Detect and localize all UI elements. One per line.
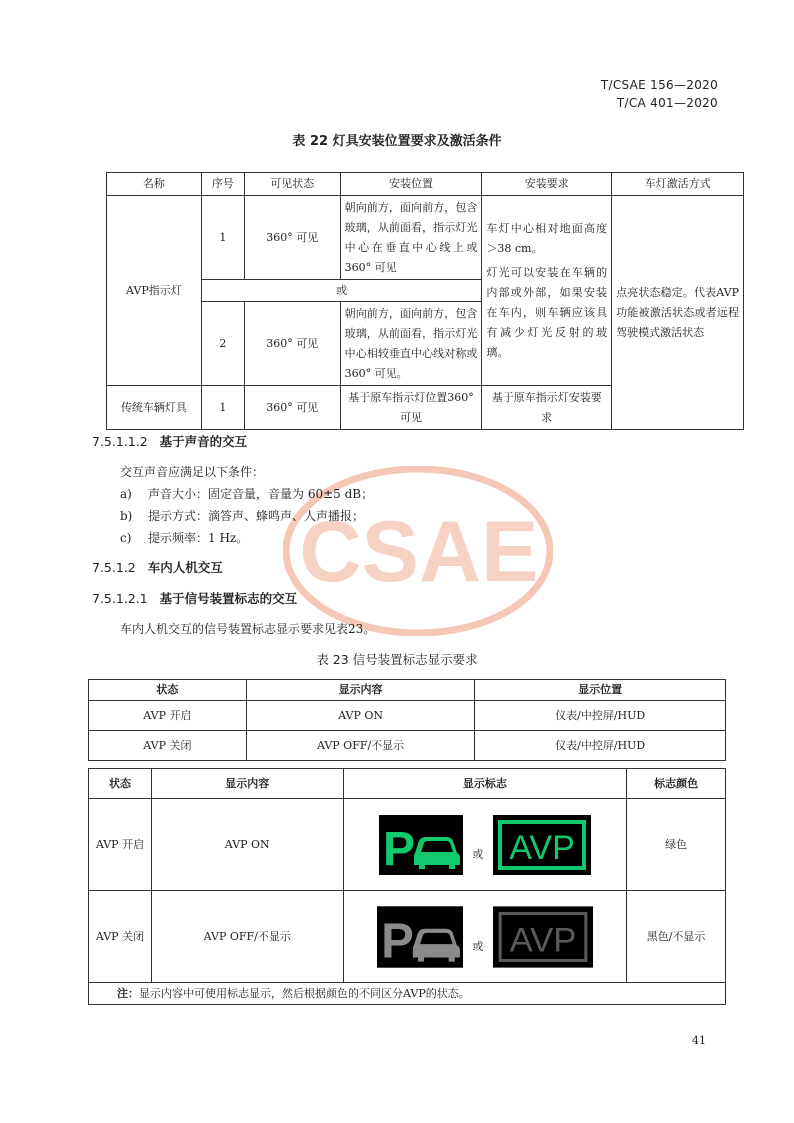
table22-caption: 表 22 灯具安装位置要求及激活条件 — [292, 134, 502, 149]
list-item — [120, 507, 364, 524]
table23-top — [88, 679, 726, 761]
list-item — [120, 485, 373, 502]
location-on: 仪表/中控屏/HUD — [475, 701, 726, 731]
trad-position: 基于原车指示灯位置360° 可见 — [340, 386, 482, 430]
or-label: 或 — [472, 847, 484, 861]
color-off: 黑色/不显示 — [627, 891, 726, 983]
table-row — [89, 983, 726, 1005]
header-state: 状态 — [89, 769, 152, 799]
section-number: 7.5.1.2.1 — [92, 591, 148, 606]
parking-car-icon-gray — [377, 906, 463, 968]
install-requirement — [482, 196, 612, 386]
note-label: 注： — [117, 986, 139, 1000]
table23-reference: 车内人机交互的信号装置标志显示要求见表23。 — [120, 622, 376, 636]
state-off: AVP 关闭 — [89, 731, 247, 761]
p-letter: P — [382, 822, 415, 875]
header-activation: 车灯激活方式 — [612, 173, 744, 196]
list-key: c) — [120, 531, 132, 545]
row1-position: 朝向前方，面向前方，包含玻璃，从前面看，指示灯光中心在垂直中心线上或360° 可见 — [340, 196, 482, 280]
table-row — [89, 731, 726, 761]
table23-header-row — [89, 680, 726, 701]
sound-intro: 交互声音应满足以下条件： — [120, 465, 265, 479]
row2-visible: 360° 可见 — [244, 302, 340, 386]
svg-text:CSAE: CSAE — [299, 504, 539, 600]
table22 — [106, 172, 744, 430]
table-row — [89, 799, 726, 891]
header-requirement: 安装要求 — [482, 173, 612, 196]
standard-number: T/CSAE 156—2020 — [600, 78, 718, 92]
table23-header-row — [89, 769, 726, 799]
list-item — [120, 529, 248, 546]
p-letter: P — [380, 913, 414, 968]
row1-visible: 360° 可见 — [244, 196, 340, 280]
header-position: 安装位置 — [340, 173, 482, 196]
section-heading — [92, 432, 247, 450]
table23-bottom — [88, 768, 726, 1005]
header-name: 名称 — [107, 173, 202, 196]
trad-requirement: 基于原车指示灯安装要求 — [482, 386, 612, 430]
header-symbol: 显示标志 — [343, 769, 627, 799]
table23-note — [89, 983, 726, 1005]
header-visible: 可见状态 — [244, 173, 340, 196]
section-title: 基于声音的交互 — [159, 434, 248, 449]
avp-text-icon-gray — [493, 906, 593, 968]
header-no: 序号 — [201, 173, 244, 196]
symbol-off-cell — [343, 891, 627, 983]
section-number: 7.5.1.1.2 — [92, 434, 148, 449]
header-symbol-color: 标志颜色 — [627, 769, 726, 799]
req-glass: 灯光可以安装在车辆的内部或外部，如果安装在车内，则车辆应该具有减少灯光反射的玻璃。 — [486, 265, 608, 359]
list-text: 提示频率：1 Hz。 — [148, 531, 249, 545]
content-off: AVP OFF/不显示 — [151, 891, 343, 983]
trad-visible: 360° 可见 — [244, 386, 340, 430]
avp-text: AVP — [509, 920, 577, 959]
note-text: 显示内容中可使用标志显示，然后根据颜色的不同区分AVP的状态。 — [139, 986, 470, 1000]
symbol-on-cell — [343, 799, 627, 891]
table-row — [89, 891, 726, 983]
row2-position: 朝向前方，面向前方，包含玻璃，从前面看，指示灯光中心相较垂直中心线对称或360° 可见。 — [340, 302, 482, 386]
req-height: 车灯中心相对地面高度＞38 cm。 — [486, 221, 608, 255]
row2-no: 2 — [201, 302, 244, 386]
section-title: 基于信号装置标志的交互 — [159, 591, 298, 606]
or-label: 或 — [201, 280, 482, 302]
section-number: 7.5.1.2 — [92, 560, 136, 575]
header-state: 状态 — [89, 680, 247, 701]
avp-text-icon-green — [493, 815, 591, 875]
content-off: AVP OFF/不显示 — [246, 731, 475, 761]
table22-header-row — [107, 173, 744, 196]
state-off: AVP 关闭 — [89, 891, 152, 983]
avp-text: AVP — [509, 828, 575, 867]
or-label: 或 — [472, 939, 484, 953]
header-location: 显示位置 — [475, 680, 726, 701]
color-on: 绿色 — [627, 799, 726, 891]
section-heading — [92, 558, 223, 576]
header-content: 显示内容 — [151, 769, 343, 799]
page-number: 41 — [692, 1034, 706, 1047]
header-content: 显示内容 — [246, 680, 475, 701]
state-on: AVP 开启 — [89, 799, 152, 891]
list-key: b) — [120, 509, 133, 523]
activation-mode: 点亮状态稳定。代表AVP功能被激活状态或者远程驾驶模式激活状态 — [612, 196, 744, 430]
table-row — [107, 196, 744, 280]
parking-car-icon-green — [379, 815, 463, 875]
avp-indicator-name: AVP指示灯 — [107, 196, 202, 386]
list-text: 声音大小：固定音量，音量为 60±5 dB； — [148, 487, 374, 501]
location-off: 仪表/中控屏/HUD — [475, 731, 726, 761]
table-row — [89, 701, 726, 731]
content-on: AVP ON — [246, 701, 475, 731]
section-title: 车内人机交互 — [147, 560, 223, 575]
row1-no: 1 — [201, 196, 244, 280]
trad-no: 1 — [201, 386, 244, 430]
table23-caption: 表 23 信号装置标志显示要求 — [316, 652, 478, 667]
state-on: AVP 开启 — [89, 701, 247, 731]
list-text: 提示方式：滴答声、蜂鸣声、人声播报； — [148, 509, 365, 523]
trad-name: 传统车辆灯具 — [107, 386, 202, 430]
content-on: AVP ON — [151, 799, 343, 891]
standard-number-alt: T/CA 401—2020 — [616, 96, 718, 110]
section-heading — [92, 589, 297, 607]
list-key: a) — [120, 487, 132, 501]
